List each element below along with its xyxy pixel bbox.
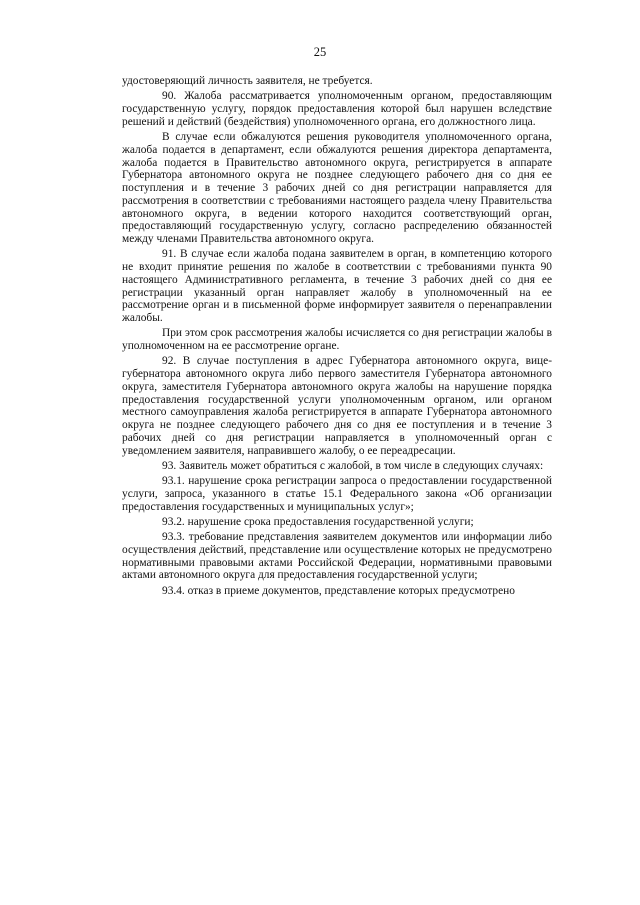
- paragraph-90-appeal-routing: В случае если обжалуются решения руководителя уполномоченного органа, жалоба подается в департамент, если обжалуются решения директора департамента, жалоба подается в Правительство автономного округа, регистрируется в аппарате Губернатора автономного округа не позднее следующего рабочего дня со дня ее поступления и в течение 3 рабочих дней со дня регистрации направляется для рассмотрения в соответствии с требованиями настоящего раздела члену Правительства автономного округа, в ведении которого находится соответствующий орган, предоставляющий государственную услугу, согласно распределению обязанностей между членами Правительства автономного округа.: [122, 131, 552, 245]
- paragraph-91-term: При этом срок рассмотрения жалобы исчисляется со дня регистрации жалобы в уполномоченном на ее рассмотрение органе.: [122, 327, 552, 352]
- document-body: [122, 75, 552, 600]
- paragraph-93: 93. Заявитель может обратиться с жалобой, в том числе в следующих случаях:: [162, 459, 544, 472]
- paragraph-continuation: удостоверяющий личность заявителя, не требуется.: [122, 75, 373, 87]
- paragraph-93-1: 93.1. нарушение срока регистрации запроса о предоставлении государственной услуги, запроса, указанного в статье 15.1 Федерального закона «Об организации предоставления государственных и муниципальных услуг»;: [122, 475, 552, 513]
- paragraph-93-4: 93.4. отказ в приеме документов, представление которых предусмотрено: [162, 584, 515, 597]
- paragraph-93-2: 93.2. нарушение срока предоставления государственной услуги;: [162, 515, 474, 528]
- page-number: 25: [313, 45, 327, 59]
- paragraph-92: 92. В случае поступления в адрес Губернатора автономного округа, вице-губернатора автономного округа либо первого заместителя Губернатора автономного округа, заместителя Губернатора автономного округа жалобы на нарушение порядка предоставления государственной услуги уполномоченным органом, или органом местного самоуправления жалоба регистрируется в аппарате Губернатора автономного округа не позднее следующего рабочего дня со дня ее поступления и в течение 3 рабочих дней со дня регистрации направляется в уполномоченный орган с уведомлением заявителя, направившего жалобу, о ее переадресации.: [122, 355, 552, 457]
- paragraph-93-3: 93.3. требование представления заявителем документов или информации либо осуществления действий, представление или осуществление которых не предусмотрено нормативными правовыми актами Российской Федерации, нормативными правовыми актами автономного округа для предоставления государственной услуги;: [122, 531, 552, 582]
- paragraph-90: 90. Жалоба рассматривается уполномоченным органом, предоставляющим государственную услугу, порядок предоставления которой был нарушен вследствие решений и действий (бездействия) уполномоченного органа, его должностного лица.: [122, 90, 552, 128]
- paragraph-91: 91. В случае если жалоба подана заявителем в орган, в компетенцию которого не входит принятие решения по жалобе в соответствии с требованиями пункта 90 настоящего Административного регламента, в течение 3 рабочих дней со дня ее регистрации указанный орган направляет жалобу в уполномоченный на ее рассмотрение орган и в письменной форме информирует заявителя о перенаправлении жалобы.: [122, 248, 552, 324]
